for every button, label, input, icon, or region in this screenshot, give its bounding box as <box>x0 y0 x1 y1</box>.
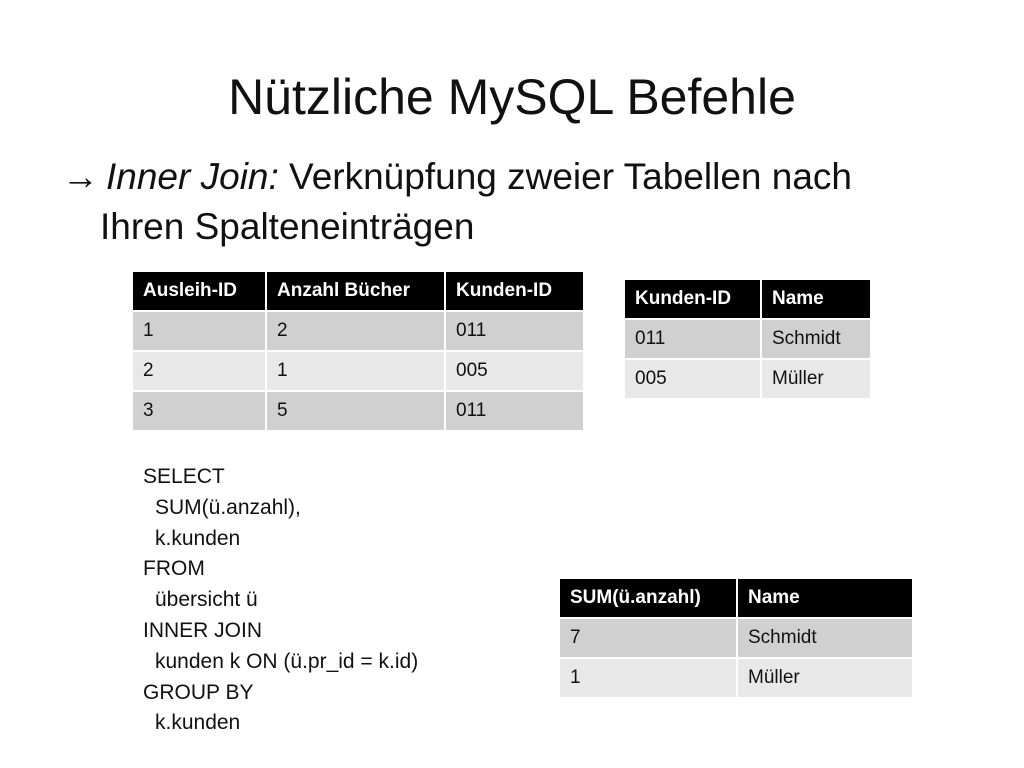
table-cell: 1 <box>133 312 265 350</box>
table-cell: 005 <box>625 360 760 398</box>
table-row <box>560 619 912 657</box>
table-cell: Schmidt <box>738 619 912 657</box>
table-cell: 5 <box>267 392 444 430</box>
table-cell: Müller <box>762 360 870 398</box>
table-cell: 7 <box>560 619 736 657</box>
column-header: Kunden-ID <box>446 272 583 310</box>
table-cell: 1 <box>267 352 444 390</box>
sql-line: kunden k ON (ü.pr_id = k.id) <box>155 649 419 673</box>
table-cell: 011 <box>446 392 583 430</box>
table-row <box>133 312 583 350</box>
loans-table <box>131 270 585 432</box>
sql-line: k.kunden <box>155 711 241 735</box>
table-cell: 3 <box>133 392 265 430</box>
sql-line: GROUP BY <box>143 680 254 704</box>
sql-query <box>143 462 418 739</box>
bullet-point <box>62 152 982 252</box>
table-row <box>133 392 583 430</box>
table-row <box>625 360 870 398</box>
table-cell: 2 <box>133 352 265 390</box>
table-cell: Müller <box>738 659 912 697</box>
result-table <box>558 577 914 699</box>
sql-line: INNER JOIN <box>143 618 263 642</box>
table-header-row <box>560 579 912 617</box>
sql-line: FROM <box>143 557 205 581</box>
sql-line: SELECT <box>143 465 225 488</box>
customers-table <box>623 278 872 400</box>
bullet-text-line2: Ihren Spalteneinträgen <box>100 206 475 247</box>
column-header: Anzahl Bücher <box>267 272 444 310</box>
table-row <box>133 352 583 390</box>
table-cell: 2 <box>267 312 444 350</box>
arrow-right-icon: → <box>62 156 99 197</box>
table-cell: 011 <box>446 312 583 350</box>
column-header: Ausleih-ID <box>133 272 265 310</box>
slide-title: Nützliche MySQL Befehle <box>228 69 796 125</box>
table-cell: Schmidt <box>762 320 870 358</box>
column-header: Name <box>762 280 870 318</box>
table-cell: 005 <box>446 352 583 390</box>
column-header: Kunden-ID <box>625 280 760 318</box>
sql-line: k.kunden <box>155 526 241 550</box>
table-header-row <box>133 272 583 310</box>
sql-line: SUM(ü.anzahl), <box>155 495 301 519</box>
table-header-row <box>625 280 870 318</box>
column-header: Name <box>738 579 912 617</box>
table-cell: 011 <box>625 320 760 358</box>
bullet-text-line1: Verknüpfung zweier Tabellen nach <box>278 156 852 197</box>
table-row <box>625 320 870 358</box>
table-cell: 1 <box>560 659 736 697</box>
table-row <box>560 659 912 697</box>
column-header: SUM(ü.anzahl) <box>560 579 736 617</box>
sql-line: übersicht ü <box>155 588 258 612</box>
bullet-term: Inner Join: <box>106 156 279 197</box>
